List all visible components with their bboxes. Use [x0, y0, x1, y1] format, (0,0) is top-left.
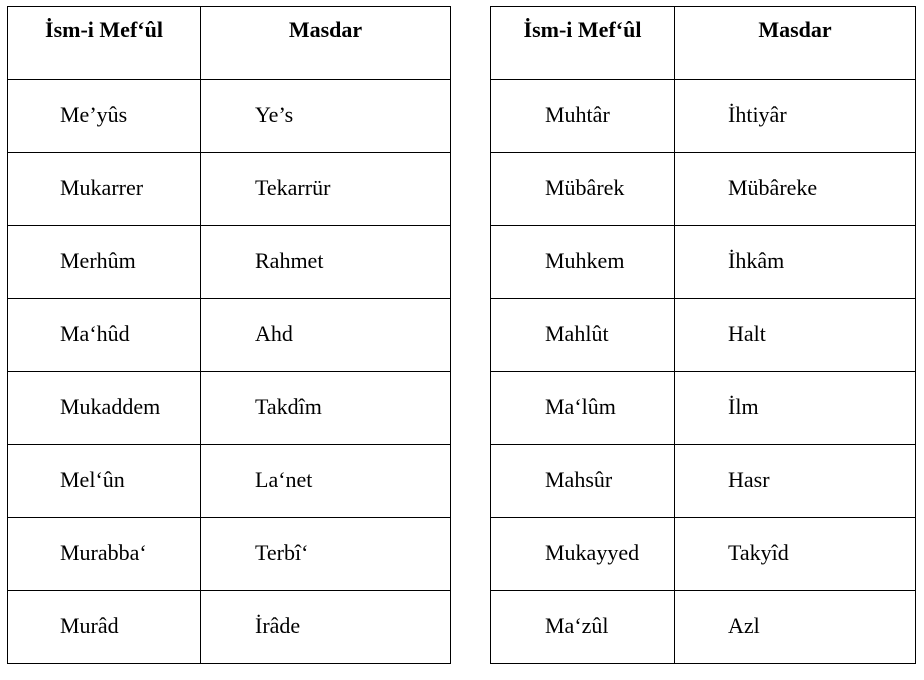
masdar-cell: Hasr [675, 445, 916, 518]
masdar-cell: Takyîd [675, 518, 916, 591]
table-row [8, 226, 451, 299]
ism-i-meful-cell: Mahlût [491, 299, 675, 372]
table-row [8, 591, 451, 664]
masdar-cell: Takdîm [201, 372, 451, 445]
masdar-cell: Mübâreke [675, 153, 916, 226]
table-row [491, 80, 916, 153]
left-table [7, 6, 451, 664]
table-row [8, 153, 451, 226]
ism-i-meful-cell: Mukarrer [8, 153, 201, 226]
right-table [490, 6, 916, 664]
table-row [8, 299, 451, 372]
header-ism-i-meful: İsm-i Mef‘ûl [491, 7, 675, 80]
table-row [491, 372, 916, 445]
masdar-cell: İhtiyâr [675, 80, 916, 153]
table-row [8, 518, 451, 591]
ism-i-meful-cell: Ma‘hûd [8, 299, 201, 372]
table-row [491, 299, 916, 372]
header-masdar: Masdar [675, 7, 916, 80]
ism-i-meful-cell: Ma‘lûm [491, 372, 675, 445]
header-masdar: Masdar [201, 7, 451, 80]
ism-i-meful-cell: Mel‘ûn [8, 445, 201, 518]
masdar-cell: İhkâm [675, 226, 916, 299]
ism-i-meful-cell: Muhkem [491, 226, 675, 299]
table-row [491, 226, 916, 299]
table-header-row [8, 7, 451, 80]
table-header-row [491, 7, 916, 80]
masdar-cell: Tekarrür [201, 153, 451, 226]
masdar-cell: İlm [675, 372, 916, 445]
ism-i-meful-cell: Murâd [8, 591, 201, 664]
ism-i-meful-cell: Mübârek [491, 153, 675, 226]
ism-i-meful-cell: Mukaddem [8, 372, 201, 445]
masdar-cell: Azl [675, 591, 916, 664]
ism-i-meful-cell: Ma‘zûl [491, 591, 675, 664]
table-row [8, 80, 451, 153]
ism-i-meful-cell: Me’yûs [8, 80, 201, 153]
masdar-cell: Terbî‘ [201, 518, 451, 591]
table-row [491, 591, 916, 664]
header-ism-i-meful: İsm-i Mef‘ûl [8, 7, 201, 80]
table-row [8, 445, 451, 518]
masdar-cell: La‘net [201, 445, 451, 518]
ism-i-meful-cell: Muhtâr [491, 80, 675, 153]
masdar-cell: Ahd [201, 299, 451, 372]
ism-i-meful-cell: Murabba‘ [8, 518, 201, 591]
table-row [8, 372, 451, 445]
table-row [491, 445, 916, 518]
ism-i-meful-cell: Mahsûr [491, 445, 675, 518]
table-row [491, 518, 916, 591]
masdar-cell: Halt [675, 299, 916, 372]
table-row [491, 153, 916, 226]
masdar-cell: Rahmet [201, 226, 451, 299]
masdar-cell: Ye’s [201, 80, 451, 153]
masdar-cell: İrâde [201, 591, 451, 664]
ism-i-meful-cell: Mukayyed [491, 518, 675, 591]
ism-i-meful-cell: Merhûm [8, 226, 201, 299]
